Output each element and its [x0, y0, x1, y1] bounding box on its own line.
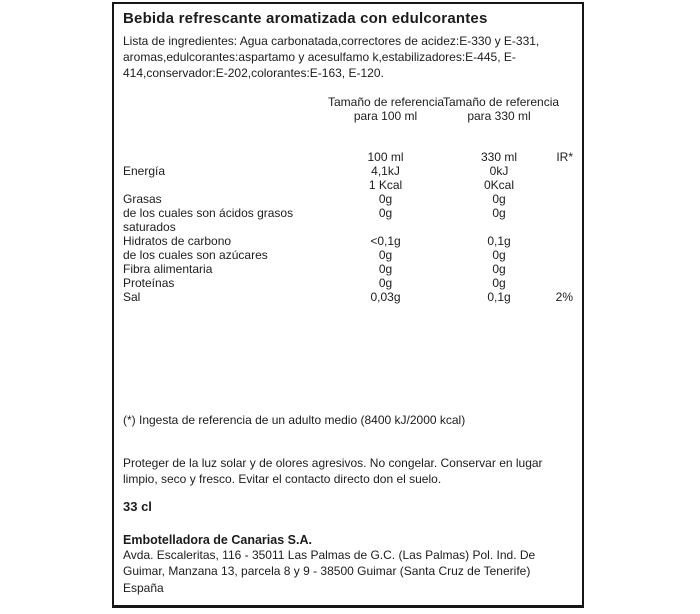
header-ref-100ml-line1: Tamaño de referencia	[328, 95, 445, 109]
value-100ml: 1 Kcal	[368, 178, 403, 192]
header-ref-330ml-line2: para 330 ml	[467, 109, 531, 123]
header-ref-100ml-line2: para 100 ml	[353, 109, 418, 123]
ingredients-text: Lista de ingredientes: Agua carbonatada,correctores de acidez:E-330 y E-331, aromas,edulcorantes:aspartamo y acesulfamo k,estabilizadores:E-445, E-414,conservador:E-202,colorantes:E-163, E-120.	[123, 34, 540, 80]
product-title: Bebida refrescante aromatizada con edulcorantes	[123, 10, 488, 27]
nutrition-row	[123, 262, 573, 276]
value-100ml: 0g	[378, 262, 393, 276]
value-330ml: 0Kcal	[483, 178, 515, 192]
nutrition-table	[123, 95, 573, 304]
storage-instructions: Proteger de la luz solar y de olores agresivos. No congelar. Conservar en lugar limpio, seco y fresco. Evitar el contacto directo don el suelo.	[123, 456, 543, 486]
nutrient-label: Energía	[123, 164, 166, 178]
value-330ml: 0g	[492, 276, 506, 290]
value-ir	[555, 192, 573, 206]
value-ir: 2%	[555, 290, 573, 304]
nutrient-label: Hidratos de carbono	[123, 234, 232, 248]
value-ir	[555, 206, 573, 234]
value-100ml: 4,1kJ	[371, 164, 400, 178]
value-100ml: 0g	[378, 206, 393, 220]
serving-size-row	[123, 150, 573, 164]
header-ref-100ml	[328, 95, 443, 123]
value-330ml: 0kJ	[489, 164, 509, 178]
bottler-country: España	[123, 581, 164, 595]
header-spacer	[123, 95, 328, 123]
value-ir	[555, 164, 573, 178]
value-100ml: 0,03g	[370, 290, 401, 304]
value-330ml: 0,1g	[487, 234, 511, 248]
value-ir	[555, 248, 573, 262]
value-330ml: 0g	[492, 262, 506, 276]
value-100ml: 0g	[378, 276, 393, 290]
nutrient-label: Proteínas	[123, 276, 175, 290]
bottler-info	[123, 532, 573, 597]
value-330ml: 0g	[492, 206, 506, 220]
size-330ml: 330 ml	[480, 150, 518, 164]
value-ir	[555, 178, 573, 192]
value-ir	[555, 276, 573, 290]
size-row-spacer	[123, 150, 328, 164]
size-ir: IR*	[556, 150, 573, 164]
nutrition-row	[123, 290, 573, 304]
value-100ml: <0,1g	[370, 234, 401, 248]
nutrient-label: Grasas	[123, 192, 162, 206]
nutrition-row	[123, 234, 573, 248]
size-100ml: 100 ml	[367, 150, 404, 164]
value-330ml: 0g	[492, 248, 506, 262]
label-document	[112, 2, 584, 608]
nutrition-row	[123, 276, 573, 290]
header-ref-330ml	[443, 95, 560, 123]
nutrient-label	[123, 178, 328, 192]
reference-size-header-row	[123, 95, 573, 123]
header-ref-330ml-line1: Tamaño de referencia	[443, 95, 560, 109]
nutrient-label: de los cuales son azúcares	[123, 248, 268, 262]
nutrition-row	[123, 178, 573, 192]
value-100ml: 0g	[378, 192, 393, 206]
bottler-name: Embotelladora de Canarias S.A.	[123, 533, 312, 547]
volume-text: 33 cl	[123, 499, 152, 514]
value-100ml: 0g	[378, 248, 393, 262]
nutrient-label: Sal	[123, 290, 141, 304]
bottler-address: Avda. Escaleritas, 116 - 35011 Las Palmas de G.C. (Las Palmas) Pol. Ind. De Guimar, Manzana 13, parcela 8 y 9 - 38500 Guimar (Santa Cruz de Tenerife)	[123, 548, 536, 578]
nutrition-row	[123, 206, 573, 234]
value-ir	[555, 234, 573, 248]
nutrition-row	[123, 248, 573, 262]
nutrition-row	[123, 164, 573, 178]
value-330ml: 0g	[492, 192, 506, 206]
nutrition-row	[123, 192, 573, 206]
nutrition-rows	[123, 164, 573, 304]
nutrient-label: de los cuales son ácidos grasos saturados	[123, 206, 294, 234]
value-330ml: 0,1g	[487, 290, 511, 304]
nutrient-label: Fibra alimentaria	[123, 262, 213, 276]
header-ir-spacer	[555, 95, 573, 123]
reference-intake-footnote: (*) Ingesta de referencia de un adulto medio (8400 kJ/2000 kcal)	[123, 413, 466, 427]
value-ir	[555, 262, 573, 276]
